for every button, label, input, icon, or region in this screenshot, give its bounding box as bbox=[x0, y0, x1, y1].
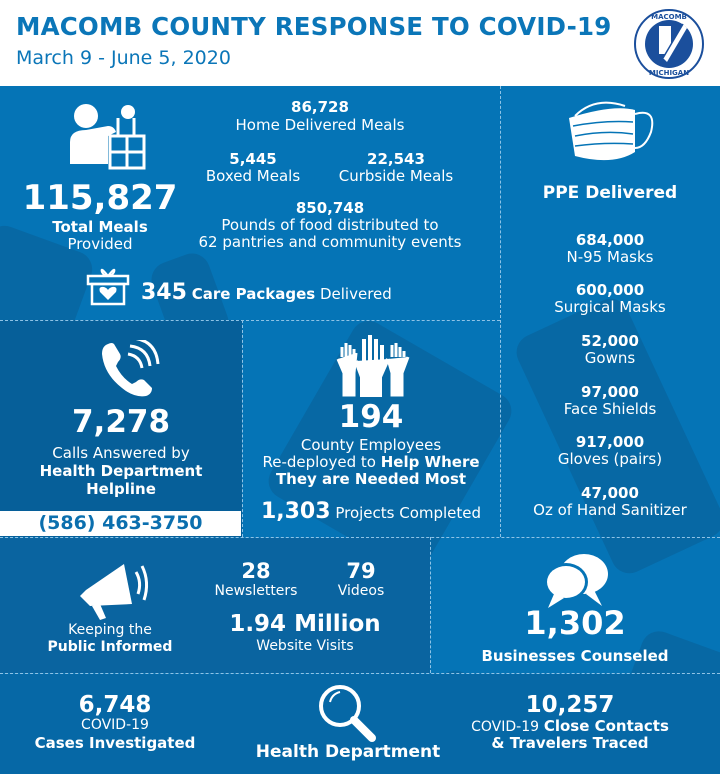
ppe-label-sanitizer: Oz of Hand Sanitizer bbox=[533, 501, 687, 519]
care-packages-value: 345 bbox=[141, 280, 187, 305]
food-pounds-value: 850,748 bbox=[295, 199, 365, 217]
website-visits-label: Website Visits bbox=[256, 638, 354, 654]
businesses-label: Businesses Counseled bbox=[481, 647, 669, 665]
divider bbox=[0, 320, 500, 321]
svg-text:MACOMB: MACOMB bbox=[651, 13, 687, 21]
ppe-value-n95: 684,000 bbox=[575, 231, 645, 249]
infographic-body bbox=[0, 86, 720, 774]
county-seal-icon bbox=[633, 8, 705, 80]
employees-label-3: They are Needed Most bbox=[275, 470, 467, 488]
ppe-value-face-shields: 97,000 bbox=[581, 383, 639, 401]
website-visits-value: 1.94 Million bbox=[229, 611, 381, 637]
speech-bubbles-icon bbox=[540, 550, 610, 610]
cases-value: 6,748 bbox=[78, 692, 152, 718]
page-title: MACOMB COUNTY RESPONSE TO COVID-19 bbox=[16, 12, 612, 41]
food-pounds-label-1: Pounds of food distributed to bbox=[221, 216, 439, 234]
projects-row bbox=[242, 499, 500, 524]
ppe-label-face-shields: Face Shields bbox=[563, 400, 657, 418]
divider bbox=[0, 537, 720, 538]
magnifying-glass-icon bbox=[316, 682, 376, 742]
ppe-label-gloves: Gloves (pairs) bbox=[557, 450, 663, 468]
contacts-label-row: COVID-19 Close Contacts bbox=[471, 717, 669, 735]
raised-hands-icon bbox=[334, 333, 410, 397]
care-packages-label-bold: Care Packages bbox=[191, 285, 316, 303]
employees-label-1: County Employees bbox=[300, 436, 442, 454]
helpline-phone-number[interactable]: (586) 463-3750 bbox=[0, 511, 241, 536]
svg-text:MICHIGAN: MICHIGAN bbox=[648, 69, 690, 77]
public-info-label: Keeping the bbox=[68, 622, 152, 638]
public-info-label-bold: Public Informed bbox=[47, 639, 173, 655]
ppe-value-surgical: 600,000 bbox=[575, 281, 645, 299]
videos-label: Videos bbox=[337, 583, 385, 599]
home-delivered-value: 86,728 bbox=[291, 98, 349, 116]
food-pounds-label-2: 62 pantries and community events bbox=[198, 233, 462, 251]
date-range: March 9 - June 5, 2020 bbox=[16, 47, 231, 69]
boxed-meals-value: 5,445 bbox=[229, 150, 277, 168]
care-packages-label: Delivered bbox=[319, 285, 392, 303]
megaphone-icon bbox=[78, 556, 154, 620]
total-meals-sublabel: Provided bbox=[67, 235, 133, 253]
curbside-meals-label: Curbside Meals bbox=[338, 167, 454, 185]
ppe-title: PPE Delivered bbox=[542, 183, 678, 203]
ppe-value-gowns: 52,000 bbox=[581, 332, 639, 350]
newsletters-value: 28 bbox=[241, 559, 271, 583]
care-packages-row bbox=[141, 280, 392, 305]
contacts-value: 10,257 bbox=[525, 692, 615, 718]
ppe-label-n95: N-95 Masks bbox=[566, 248, 654, 266]
phone-ringing-icon bbox=[100, 340, 160, 398]
total-meals-label: Total Meals bbox=[52, 218, 148, 236]
ppe-label-surgical: Surgical Masks bbox=[554, 298, 666, 316]
businesses-value: 1,302 bbox=[524, 604, 626, 642]
gift-heart-icon bbox=[86, 266, 130, 306]
calls-label: Calls Answered by bbox=[52, 444, 190, 462]
contacts-label-bold-2: & Travelers Traced bbox=[491, 734, 649, 752]
cases-label-bold: Cases Investigated bbox=[34, 734, 196, 752]
person-with-grocery-bag-icon bbox=[68, 102, 148, 170]
projects-value: 1,303 bbox=[260, 499, 331, 524]
health-dept-title: Health Department bbox=[255, 742, 441, 762]
employees-value: 194 bbox=[338, 399, 404, 435]
projects-label: Projects Completed bbox=[335, 504, 482, 522]
curbside-meals-value: 22,543 bbox=[367, 150, 425, 168]
employees-label-2: Re-deployed to Help Where bbox=[262, 453, 480, 471]
calls-label-bold-1: Health Department bbox=[39, 462, 203, 480]
total-meals-value: 115,827 bbox=[22, 178, 178, 218]
newsletters-label: Newsletters bbox=[214, 583, 298, 599]
face-mask-icon bbox=[565, 100, 660, 166]
ppe-label-gowns: Gowns bbox=[584, 349, 636, 367]
calls-label-bold-2: Helpline bbox=[86, 480, 156, 498]
divider bbox=[0, 673, 720, 674]
boxed-meals-label: Boxed Meals bbox=[205, 167, 301, 185]
calls-value: 7,278 bbox=[71, 404, 171, 440]
videos-value: 79 bbox=[346, 559, 376, 583]
ppe-value-gloves: 917,000 bbox=[575, 433, 645, 451]
ppe-value-sanitizer: 47,000 bbox=[581, 484, 639, 502]
cases-label: COVID-19 bbox=[81, 717, 149, 733]
home-delivered-label: Home Delivered Meals bbox=[235, 116, 405, 134]
header bbox=[0, 0, 720, 86]
